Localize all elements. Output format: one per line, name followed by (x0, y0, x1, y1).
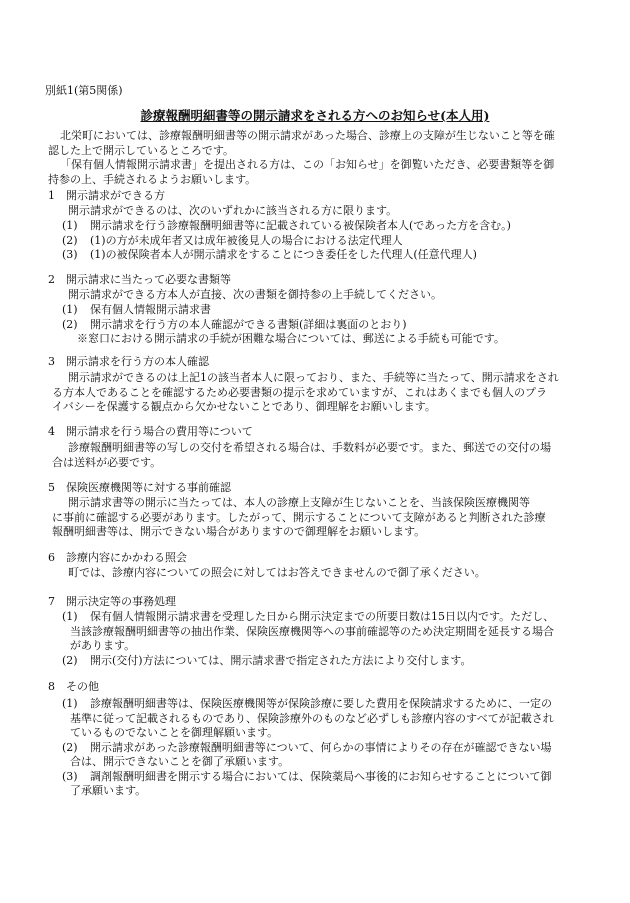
section-number: 3 (48, 355, 55, 368)
section-heading (48, 551, 187, 566)
section-body-line: 開示請求書等の開示に当たっては、本人の診療上支障が生じないことを、当該保険医療機関等 (68, 496, 530, 509)
section-number: 6 (48, 551, 55, 564)
list-item: (3) 調剤報酬明細書を開示する場合においては、保険薬局へ事後的にお知らせすることについて御 (62, 769, 552, 783)
section-body-line: 開示請求ができるのは、次のいずれかに該当される方に限ります。 (68, 204, 398, 217)
list-item-continuation: 基準に従って記載されるものであり、保険診療外のものなど必ずしも診療内容のすべてが記載され (70, 711, 554, 725)
list-item: (2) 開示(交付)方法については、開示請求書で指定された方法により交付します。 (62, 653, 472, 667)
section-body-line: 町では、診療内容についての照会に対してはお答えできませんので御了承ください。 (68, 566, 486, 579)
section-heading (48, 481, 231, 496)
list-item: (2) 開示請求を行う方の本人確認ができる書類(詳細は裏面のとおり) (62, 317, 407, 331)
list-item: (1) 保有個人情報開示請求書を受理した日から開示決定までの所要日数は15日以内です。ただし、 (62, 610, 555, 623)
list-item-continuation: 当該診療報酬明細書等の抽出作業、保険医療機関等への事前確認等のため決定期間を延長する場合 (70, 624, 554, 638)
section-number: 5 (48, 481, 55, 494)
intro-line: 「保有個人情報開示請求書」を提出される方は、この「お知らせ」を御覧いただき、必要書類等を御 (60, 158, 555, 171)
section-number: 8 (48, 680, 55, 693)
section-body-line: 診療報酬明細書等の写しの交付を希望される場合は、手数料が必要です。また、郵送での交付の場 (68, 441, 552, 454)
list-item: (1) 保有個人情報開示請求書 (62, 303, 211, 316)
document-reference: 別紙1(第5関係) (45, 84, 123, 97)
section-title: その他 (66, 680, 99, 693)
section-body-line: に事前に確認する必要があります。したがって、開示することについて支障があると判断された診療 (52, 510, 546, 524)
intro-line: 持参の上、手続されるようお願いします。 (48, 172, 257, 186)
section-body-line: 合は送料が必要です。 (52, 455, 162, 469)
intro-line: 認した上で開示しているところです。 (48, 143, 235, 157)
section-title: 開示請求に当たって必要な書類等 (66, 273, 231, 286)
section-body-line: る方本人であることを確認するため必要書類の提示を求めていますが、これはあくまでも個人のプラ (52, 385, 547, 399)
section-heading (48, 355, 209, 370)
section-title: 保険医療機関等に対する事前確認 (66, 481, 231, 494)
list-item-continuation: があります。 (70, 639, 136, 652)
section-body-line: 報酬明細書等は、開示できない場合がありますので御理解をお願いします。 (52, 525, 426, 538)
section-number: 1 (48, 189, 55, 202)
list-item: (1) 開示請求を行う診療報酬明細書等に記載されている被保険者本人(であった方を含む。) (62, 219, 511, 232)
list-item-continuation: 合は、開示できないことを御了承願います。 (70, 755, 290, 768)
section-heading (48, 273, 231, 288)
section-title: 開示請求を行う場合の費用等について (66, 425, 253, 438)
section-title: 開示請求ができる方 (66, 189, 165, 202)
list-item: (2) 開示請求があった診療報酬明細書等について、何らかの事情によりその存在が確認できない場 (62, 740, 552, 754)
list-item: (1) 診療報酬明細書等は、保険医療機関等が保険診療に要した費用を保険請求するために、一定の (62, 697, 552, 710)
section-heading (48, 680, 99, 695)
section-note: ※窓口における開示請求の手続が困難な場合については、郵送による手続も可能です。 (77, 332, 505, 345)
section-heading (48, 189, 165, 204)
section-body-line: イバシーを保護する観点から欠かせないことであり、御理解をお願いします。 (52, 400, 436, 413)
section-number: 2 (48, 273, 55, 286)
intro-line: 北栄町においては、診療報酬明細書等の開示請求があった場合、診療上の支障が生じないこと等を確 (60, 129, 555, 142)
section-heading (48, 595, 176, 610)
section-title: 開示請求を行う方の本人確認 (66, 355, 209, 368)
document-title: 診療報酬明細書等の開示請求をされる方へのお知らせ(本人用) (140, 108, 490, 123)
list-item-continuation: ているものでないことを御理解願います。 (70, 726, 279, 739)
list-item: (2) (1)の方が未成年者又は成年被後見人の場合における法定代理人 (62, 233, 403, 247)
section-number: 7 (48, 595, 55, 608)
list-item-continuation: 了承願います。 (70, 784, 147, 797)
section-number: 4 (48, 425, 55, 438)
section-title: 診療内容にかかわる照会 (66, 551, 187, 564)
section-heading (48, 425, 253, 440)
list-item: (3) (1)の被保険者本人が開示請求をすることにつき委任をした代理人(任意代理人) (62, 248, 477, 261)
section-body-line: 開示請求ができるのは上記1の該当者本人に限っており、また、手続等に当たって、開示請求をされ (68, 371, 559, 384)
section-body-line: 開示請求ができる方本人が直接、次の書類を御持参の上手続してください。 (68, 288, 442, 301)
section-title: 開示決定等の事務処理 (66, 595, 176, 608)
